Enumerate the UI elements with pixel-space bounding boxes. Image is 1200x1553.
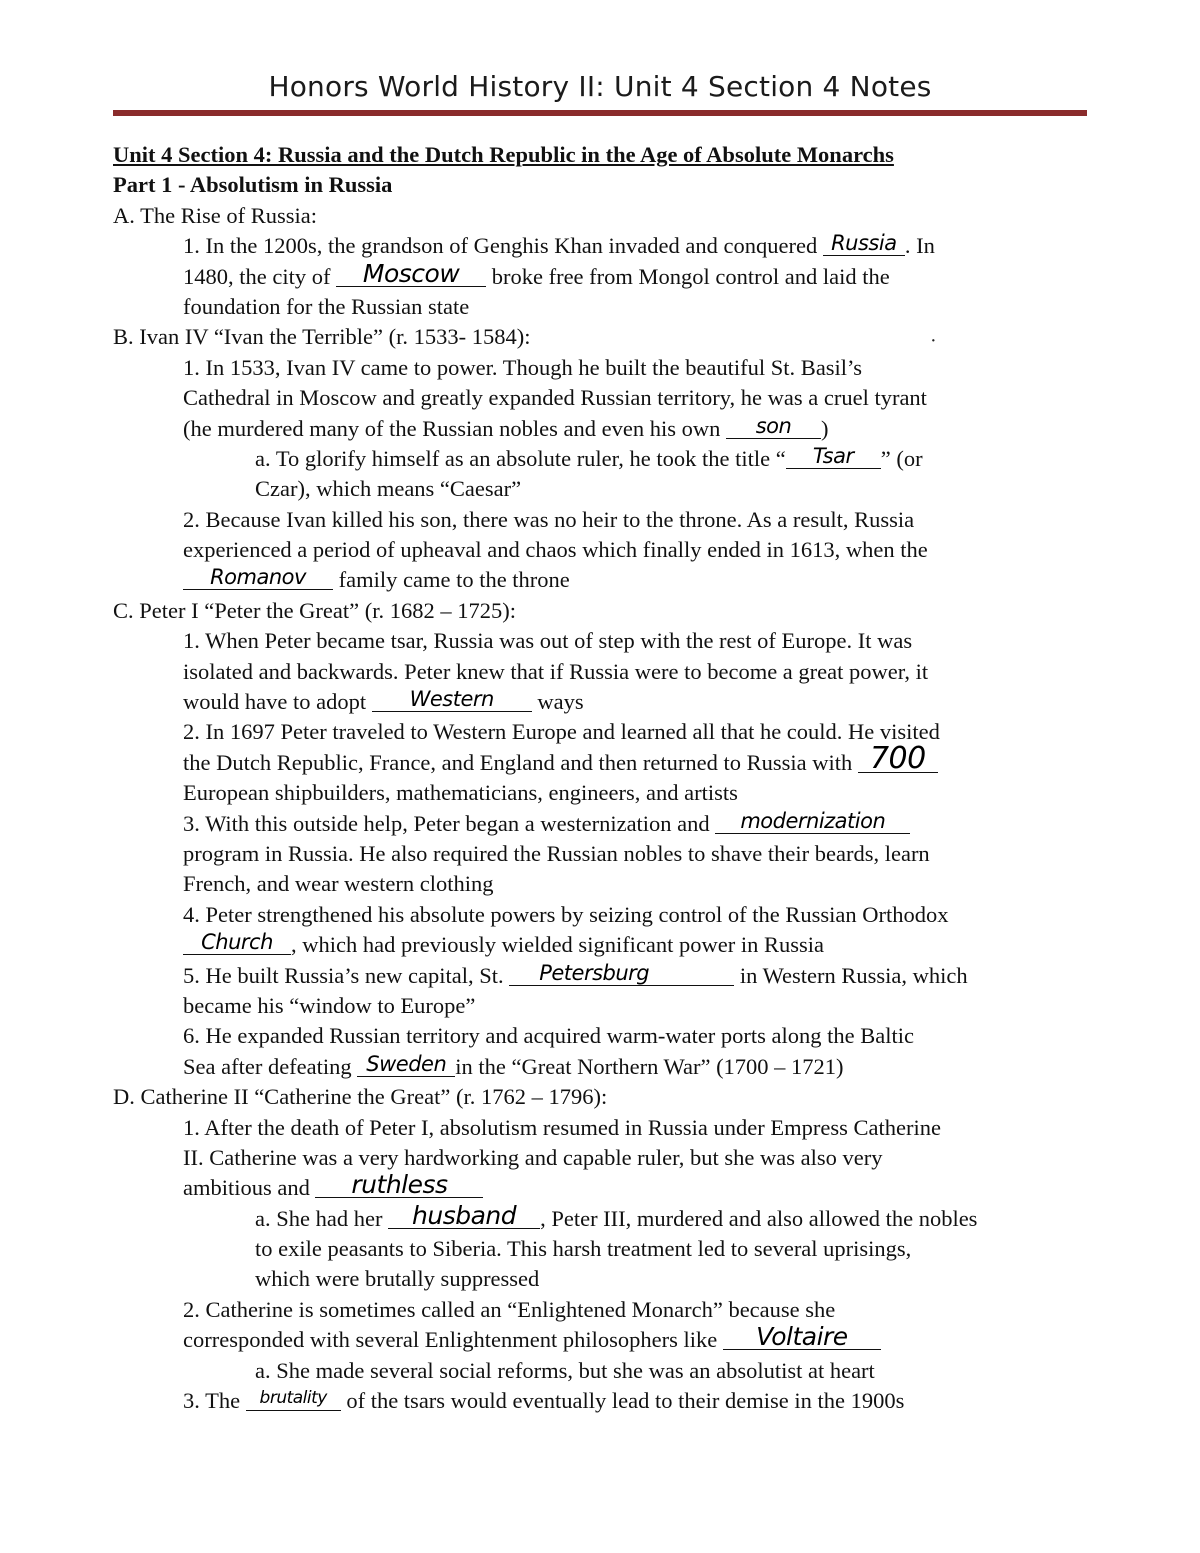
answer-blank-petersburg[interactable]: [509, 960, 734, 986]
section-d-item1-line2: II. Catherine was a very hardworking and capable ruler, but she was also very: [183, 1144, 883, 1170]
handwritten-answer: Russia: [831, 231, 897, 256]
section-b-subitem-a-line1: a. To glorify himself as an absolute ruler, he took the title “ Tsar ” (or: [255, 443, 923, 471]
page-header-title: Honors World History II: Unit 4 Section 4 Notes: [268, 70, 932, 103]
section-d-item1-line3: ambitious and ruthless: [113, 1173, 1103, 1203]
handwritten-answer: Western: [409, 687, 494, 712]
answer-blank-700[interactable]: [858, 740, 938, 776]
answer-blank-modernization[interactable]: [715, 808, 910, 834]
section-d-heading: D. Catherine II “Catherine the Great” (r. 1762 – 1796):: [113, 1084, 608, 1110]
section-c-item1-line3: would have to adopt Western ways: [183, 687, 584, 715]
answer-blank-sweden[interactable]: [357, 1051, 455, 1077]
handwritten-answer: Sweden: [366, 1051, 447, 1076]
section-c-item2-line1: 2. In 1697 Peter traveled to Western Europe and learned all that he could. He visited: [183, 719, 940, 745]
notes-body: [113, 140, 1103, 1416]
section-a-heading: A. The Rise of Russia:: [113, 202, 317, 228]
handwritten-answer: brutality: [259, 1388, 327, 1409]
section-heading: Unit 4 Section 4: Russia and the Dutch Republic in the Age of Absolute Monarchs: [113, 142, 894, 167]
section-c-item2-line2: the Dutch Republic, France, and England and then returned to Russia with 700: [113, 748, 1103, 778]
answer-blank-voltaire[interactable]: [723, 1322, 881, 1352]
answer-blank-russia[interactable]: [823, 233, 905, 256]
section-c-item3-line3: French, and wear western clothing: [183, 871, 494, 897]
handwritten-answer: Petersburg: [539, 960, 650, 985]
stray-dot: ·: [930, 330, 937, 352]
section-b-item2-line3: Romanov family came to the throne: [113, 565, 1103, 595]
handwritten-answer: ruthless: [351, 1170, 448, 1200]
handwritten-answer: Romanov: [210, 565, 306, 590]
section-d-item2-line2: corresponded with several Enlightenment philosophers like Voltaire: [113, 1325, 1103, 1355]
section-c-item1-line2: isolated and backwards. Peter knew that if Russia were to become a great power, it: [183, 658, 929, 684]
part1-heading: Part 1 - Absolutism in Russia: [113, 172, 393, 198]
handwritten-answer: Moscow: [362, 258, 460, 288]
section-a-item1-line2: 1480, the city of Moscow broke free from Mongol control and laid the: [183, 258, 890, 289]
section-a-item1-line1: 1. In the 1200s, the grandson of Genghis Khan invaded and conquered Russia . In: [183, 231, 935, 259]
handwritten-answer: husband: [412, 1200, 517, 1230]
section-b-heading: B. Ivan IV “Ivan the Terrible” (r. 1533- 1584):: [113, 324, 531, 350]
header-rule: [113, 110, 1087, 116]
answer-blank-husband[interactable]: [388, 1200, 540, 1230]
answer-blank-church[interactable]: [183, 932, 291, 955]
answer-blank-moscow[interactable]: [336, 258, 486, 288]
section-c-item6-line2: Sea after defeating Sweden in the “Great Northern War” (1700 – 1721): [183, 1051, 844, 1079]
section-b-item2-line1: 2. Because Ivan killed his son, there was no heir to the throne. As a result, Russia: [183, 506, 915, 532]
section-b-item1-line2: Cathedral in Moscow and greatly expanded Russian territory, he was a cruel tyrant: [183, 385, 927, 411]
handwritten-answer: modernization: [740, 808, 886, 833]
answer-blank-son[interactable]: [726, 413, 821, 439]
section-c-item5-line2: became his “window to Europe”: [183, 992, 476, 1018]
section-b-item1-line1: 1. In 1533, Ivan IV came to power. Though he built the beautiful St. Basil’s: [183, 354, 863, 380]
handwritten-answer: 700: [869, 740, 926, 776]
answer-blank-romanov[interactable]: [183, 567, 333, 590]
section-b-item2-line2: experienced a period of upheaval and chaos which finally ended in 1613, when the: [183, 537, 928, 563]
handwritten-answer: son: [755, 413, 792, 438]
section-d-subitem-a-line1: a. She had her husband , Peter III, murdered and also allowed the nobles: [255, 1200, 978, 1231]
section-c-item3-line1: 3. With this outside help, Peter began a westernization and modernization: [113, 809, 1103, 839]
section-d-item2-line1: 2. Catherine is sometimes called an “Enlightened Monarch” because she: [183, 1296, 836, 1322]
handwritten-answer: Voltaire: [756, 1322, 848, 1352]
answer-blank-ruthless[interactable]: [315, 1170, 483, 1200]
answer-blank-tsar[interactable]: [786, 443, 881, 469]
section-c-item3-line2: program in Russia. He also required the Russian nobles to shave their beards, learn: [183, 840, 930, 866]
section-d-subitem-a-line2: to exile peasants to Siberia. This harsh treatment led to several uprisings,: [255, 1236, 912, 1262]
section-d-item1-line1: 1. After the death of Peter I, absolutism resumed in Russia under Empress Catherine: [183, 1114, 941, 1140]
section-c-item6-line1: 6. He expanded Russian territory and acquired warm-water ports along the Baltic: [183, 1023, 915, 1049]
section-b-subitem-a-line2: Czar), which means “Caesar”: [255, 476, 522, 502]
answer-blank-western[interactable]: [372, 689, 532, 712]
handwritten-answer: Tsar: [812, 443, 854, 468]
section-d-subitem-a-line3: which were brutally suppressed: [255, 1266, 540, 1292]
section-c-item1-line1: 1. When Peter became tsar, Russia was out of step with the rest of Europe. It was: [183, 628, 913, 654]
section-d-item3-line1: 3. The brutality of the tsars would eventually lead to their demise in the 1900s: [183, 1388, 905, 1414]
section-c-item4-line2: Church , which had previously wielded significant power in Russia: [113, 930, 1103, 960]
section-c-item5-line1: 5. He built Russia’s new capital, St. Petersburg in Western Russia, which: [183, 960, 968, 988]
section-b-item1-line3: (he murdered many of the Russian nobles and even his own son ): [183, 413, 829, 441]
section-c-item4-line1: 4. Peter strengthened his absolute powers by seizing control of the Russian Orthodox: [183, 901, 949, 927]
section-c-item2-line3: European shipbuilders, mathematicians, engineers, and artists: [183, 780, 738, 806]
answer-blank-brutality[interactable]: [246, 1388, 341, 1411]
section-a-item1-line3: foundation for the Russian state: [183, 293, 470, 319]
section-c-heading: C. Peter I “Peter the Great” (r. 1682 – 1725):: [113, 597, 517, 623]
section-d-item2-subitem-a: a. She made several social reforms, but she was an absolutist at heart: [255, 1357, 875, 1383]
handwritten-answer: Church: [201, 930, 273, 955]
